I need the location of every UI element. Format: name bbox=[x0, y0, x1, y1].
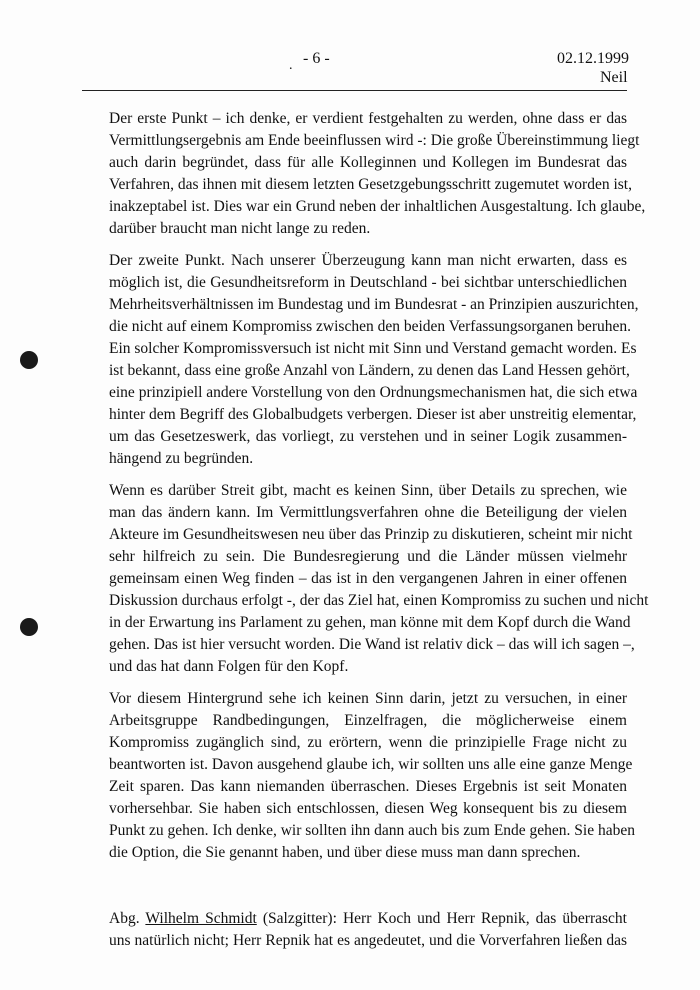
text-line: die nicht auf einem Kompromiss zwischen den beiden Verfassungsorganen beruhen. bbox=[109, 318, 631, 335]
text-line: beantworten ist. Davon ausgehend glaube ich, wir sollten uns alle eine ganze Menge bbox=[109, 756, 633, 773]
text-line: in der Erwartung ins Parlament zu gehen, man könne mit dem Kopf durch die Wand bbox=[109, 614, 631, 631]
speaker-line bbox=[82, 908, 627, 930]
text-line: uns natürlich nicht; Herr Repnik hat es angedeutet, und die Vorverfahren ließen das bbox=[109, 932, 627, 949]
header-rule bbox=[82, 90, 627, 91]
text-line: gemeinsam einen Weg finden – das ist in den vergangenen Jahren in einer offenen bbox=[109, 570, 627, 587]
text-line: Der zweite Punkt. Nach unserer Überzeugung kann man nicht erwarten, dass es bbox=[109, 252, 627, 269]
text-line: Verfahren, das ihnen mit diesem letzten Gesetzgebungsschritt zugemutet worden ist, bbox=[109, 176, 632, 193]
text-line: inakzeptabel ist. Dies war ein Grund neben der inhaltlichen Ausgestaltung. Ich glaube, bbox=[109, 198, 646, 215]
text-line: man das ändern kann. Im Vermittlungsverfahren ohne die Beteiligung der vielen bbox=[109, 504, 627, 521]
text-line: und das hat dann Folgen für den Kopf. bbox=[109, 658, 349, 675]
paragraph-2 bbox=[82, 250, 639, 470]
text-line: ist bekannt, dass eine große Anzahl von Ländern, zu denen das Land Hessen gehört, bbox=[109, 362, 630, 379]
text-line: Zeit sparen. Das kann niemanden überraschen. Dieses Ergebnis ist seit Monaten bbox=[109, 778, 627, 795]
text-line: möglich ist, die Gesundheitsreform in Deutschland - bei sichtbar unterschiedlichen bbox=[109, 274, 627, 291]
text-line: um das Gesetzeswerk, das vorliegt, zu verstehen und in seiner Logik zusammen- bbox=[109, 428, 627, 445]
text-line: Akteure im Gesundheitswesen neu über das Prinzip zu diskutieren, scheint mir nicht bbox=[109, 526, 633, 543]
text-line: Diskussion durchaus erfolgt -, der das Ziel hat, einen Kompromiss zu suchen und nicht bbox=[109, 592, 649, 609]
paragraph-3 bbox=[82, 480, 649, 678]
text-line: vorhersehbar. Sie haben sich entschlossen, diesen Weg konsequent bis zu diesem bbox=[109, 800, 627, 817]
header-mark: . bbox=[289, 58, 293, 73]
text-line: eine prinzipiell andere Vorstellung von den Ordnungsmechanismen hat, die sich etwa bbox=[109, 384, 638, 401]
text-line: Vermittlungsergebnis am Ende beeinflussen wird -: Die große Übereinstimmung liegt bbox=[109, 132, 640, 149]
header-date: 02.12.1999 bbox=[557, 50, 629, 67]
text-line: Mehrheitsverhältnissen im Bundestag und im Bundesrat - an Prinzipien auszurichten, bbox=[109, 296, 639, 313]
speaker-rest: (Salzgitter): Herr Koch und Herr Repnik, das überrascht bbox=[256, 910, 627, 927]
text-line: darüber braucht man nicht lange zu reden. bbox=[109, 220, 371, 237]
text-line: Kompromiss zugänglich sind, zu erörtern, wenn die prinzipielle Frage nicht zu bbox=[109, 734, 627, 751]
document-body bbox=[82, 108, 649, 962]
text-line: Der erste Punkt – ich denke, er verdient festgehalten zu werden, ohne dass er das bbox=[109, 110, 627, 127]
section-gap bbox=[82, 874, 627, 908]
text-line: Arbeitsgruppe Randbedingungen, Einzelfragen, die möglicherweise einem bbox=[109, 712, 627, 729]
header-speaker: Neil bbox=[600, 69, 628, 86]
text-line: Wenn es darüber Streit gibt, macht es keinen Sinn, über Details zu sprechen, wie bbox=[109, 482, 627, 499]
speaker-name: Wilhelm Schmidt bbox=[145, 910, 257, 927]
text-line: auch darin begründet, dass für alle Kolleginnen und Kollegen im Bundesrat das bbox=[109, 154, 627, 171]
speaker-paragraph bbox=[82, 908, 627, 952]
text-line: Vor diesem Hintergrund sehe ich keinen Sinn darin, jetzt zu versuchen, in einer bbox=[109, 690, 627, 707]
speaker-prefix: Abg. bbox=[109, 910, 146, 927]
page-number: - 6 - bbox=[303, 50, 330, 67]
punch-hole bbox=[20, 618, 38, 636]
punch-hole bbox=[20, 351, 38, 369]
text-line: Ein solcher Kompromissversuch ist nicht mit Sinn und Verstand gemacht worden. Es bbox=[109, 340, 637, 357]
text-line: die Option, die Sie genannt haben, und über diese muss man dann sprechen. bbox=[109, 844, 581, 861]
paragraph-1 bbox=[82, 108, 646, 240]
text-line: hinter dem Begriff des Globalbudgets verbergen. Dieser ist aber unstreitig elementar, bbox=[109, 406, 637, 423]
text-line: gehen. Das ist hier versucht worden. Die Wand ist relativ dick – das will ich sagen –, bbox=[109, 636, 635, 653]
paragraph-4 bbox=[82, 688, 636, 864]
text-line: Punkt zu gehen. Ich denke, wir sollten ihn dann auch bis zum Ende gehen. Sie haben bbox=[109, 822, 636, 839]
text-line: sehr hilfreich zu sein. Die Bundesregierung und die Länder müssen vielmehr bbox=[109, 548, 627, 565]
text-line: hängend zu begründen. bbox=[109, 450, 254, 467]
